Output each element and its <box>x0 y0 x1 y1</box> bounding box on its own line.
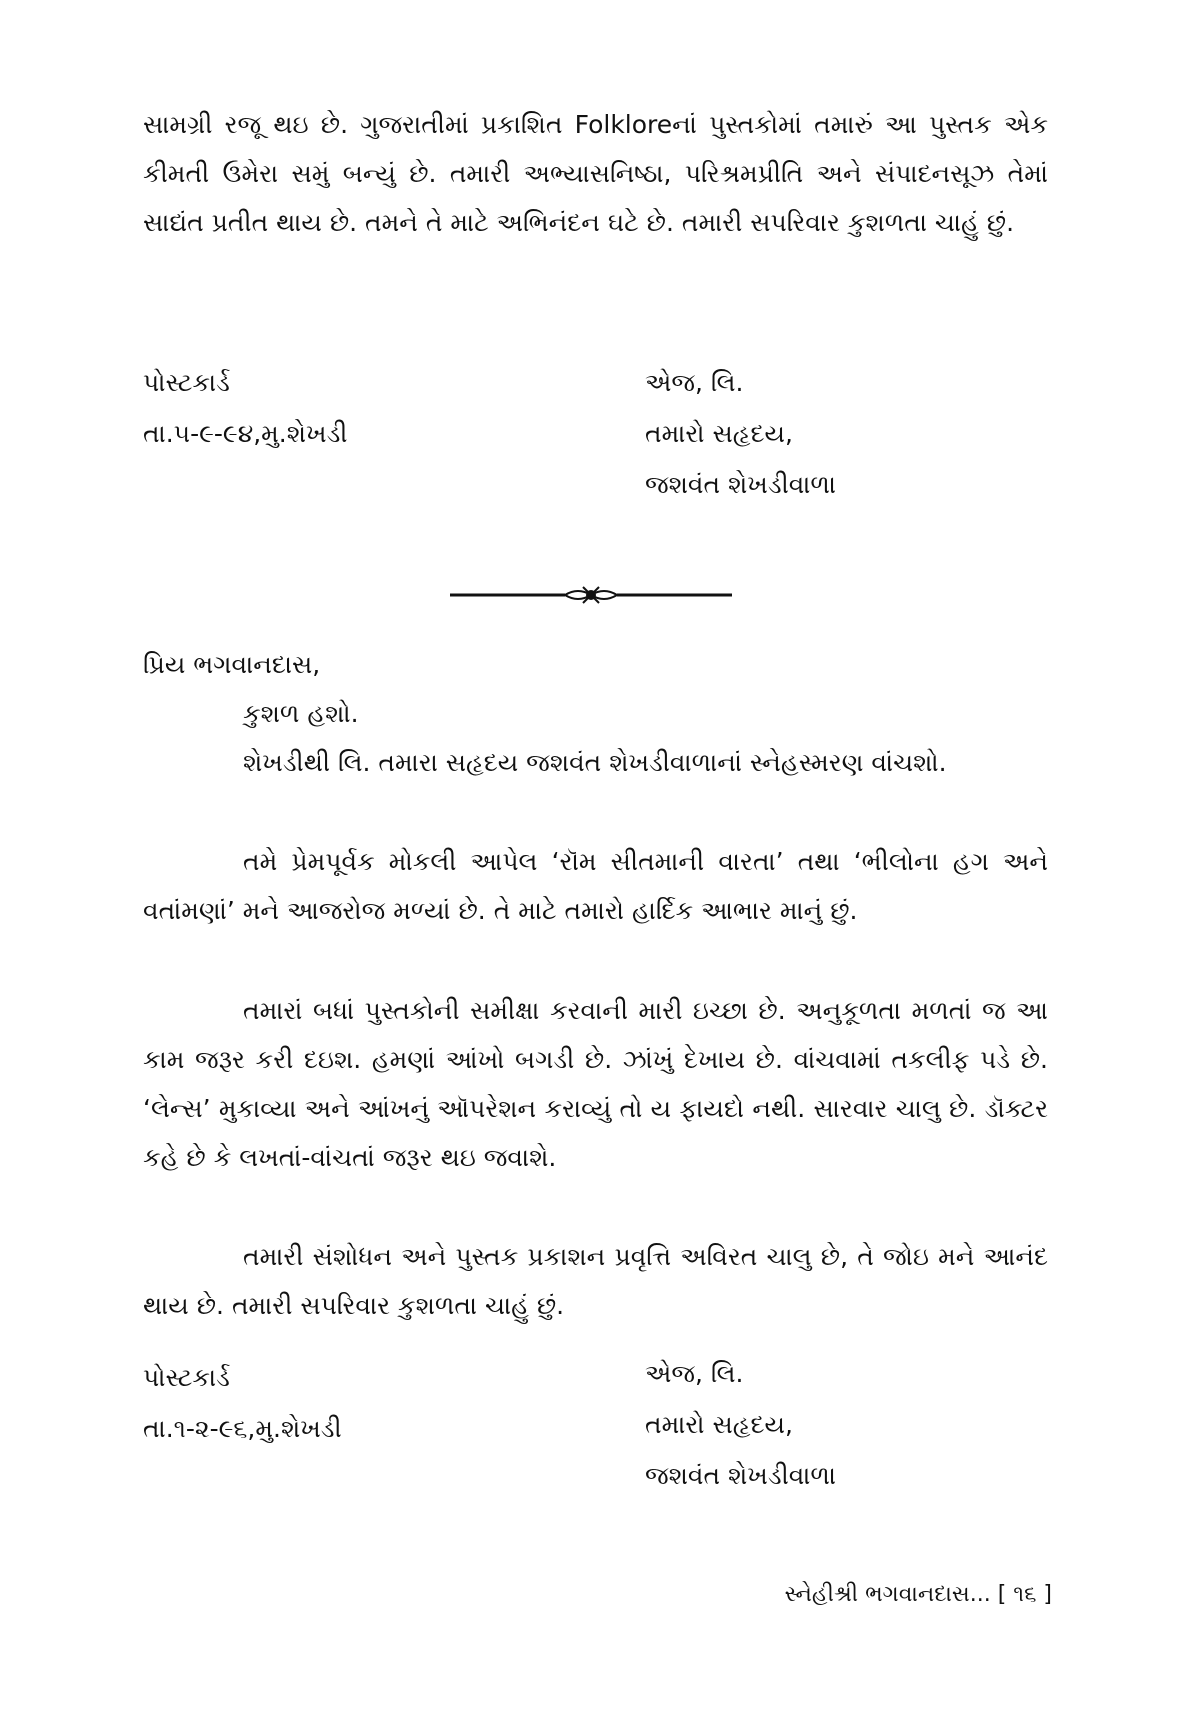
letter2-paragraph-3: તમારાં બધાં પુસ્તકોની સમીક્ષા કરવાની મારી ઇચ્છા છે. અનુકૂળતા મળતાં જ આ કામ જરૂર કરી દઇશ. હમણાં આંખો બગડી છે. ઝાંખું દેખાય છે. વાંચવામાં તકલીફ પડે છે. ‘લેન્સ’ મુકાવ્યા અને આંખનું ઑપરેશન કરાવ્યું તો ય ફાયદો નથી. સારવાર ચાલુ છે. ડૉક્ટર કહે છે કે લખતાં-વાંચતાં જરૂર થઇ જવાશે. <box>143 996 1048 1172</box>
closing: એજ, લિ. <box>645 1359 744 1388</box>
ornament-divider <box>450 575 732 615</box>
letter1-postcard-info <box>143 357 347 459</box>
signature: જશવંત શેખડીવાળા <box>645 1461 837 1490</box>
postcard-label: પોસ્ટકાર્ડ <box>143 1363 230 1392</box>
date-place: તા.૧-૨-૯૬,મુ.શેખડી <box>143 1414 342 1443</box>
running-title: સ્નેહીશ્રી ભગવાનદાસ... <box>784 1582 991 1607</box>
postcard-label: પોસ્ટકાર્ડ <box>143 368 230 397</box>
letter2-salutation: પ્રિય ભગવાનદાસ, <box>143 650 321 679</box>
closing: એજ, લિ. <box>645 368 744 397</box>
running-footer <box>785 1582 1052 1607</box>
regards: તમારો સહૃદય, <box>645 1410 793 1439</box>
letter2-paragraph-4: તમારી સંશોધન અને પુસ્તક પ્રકાશન પ્રવૃત્તિ અવિરત ચાલુ છે, તે જોઇ મને આનંદ થાય છે. તમારી સપરિવાર કુશળતા ચાહું છું. <box>143 1242 1048 1320</box>
regards: તમારો સહૃદય, <box>645 419 793 448</box>
signature: જશવંત શેખડીવાળા <box>645 470 837 499</box>
letter2-paragraph-1: શેખડીથી લિ. તમારા સહૃદય જશવંત શેખડીવાળાનાં સ્નેહસ્મરણ વાંચશો. <box>243 748 947 777</box>
letter2-signoff <box>645 1348 836 1501</box>
page-number: [ ૧૬ ] <box>997 1582 1052 1607</box>
letter1-signoff <box>645 357 836 510</box>
letter2-paragraph-2: તમે પ્રેમપૂર્વક મોકલી આપેલ ‘રૉમ સીતમાની વારતા’ તથા ‘ભીલોના હગ અને વતાંમણાં’ મને આજરોજ મળ્યાં છે. તે માટે તમારો હાર્દિક આભાર માનું છું. <box>143 847 1048 925</box>
letter2-postcard-info <box>143 1352 342 1454</box>
letter2-greeting: કુશળ હશો. <box>243 699 359 728</box>
intro-paragraph: સામગ્રી રજૂ થઇ છે. ગુજરાતીમાં પ્રકાશિત Folkloreનાં પુસ્તકોમાં તમારું આ પુસ્તક એક કીમતી ઉમેરા સમું બન્યું છે. તમારી અભ્યાસનિષ્ઠા, પરિશ્રમપ્રીતિ અને સંપાદનસૂઝ તેમાં સાદ્યંત પ્રતીત થાય છે. તમને તે માટે અભિનંદન ઘટે છે. તમારી સપરિવાર કુશળતા ચાહું છું. <box>143 110 1048 237</box>
date-place: તા.૫-૯-૯૪,મુ.શેખડી <box>143 419 348 448</box>
